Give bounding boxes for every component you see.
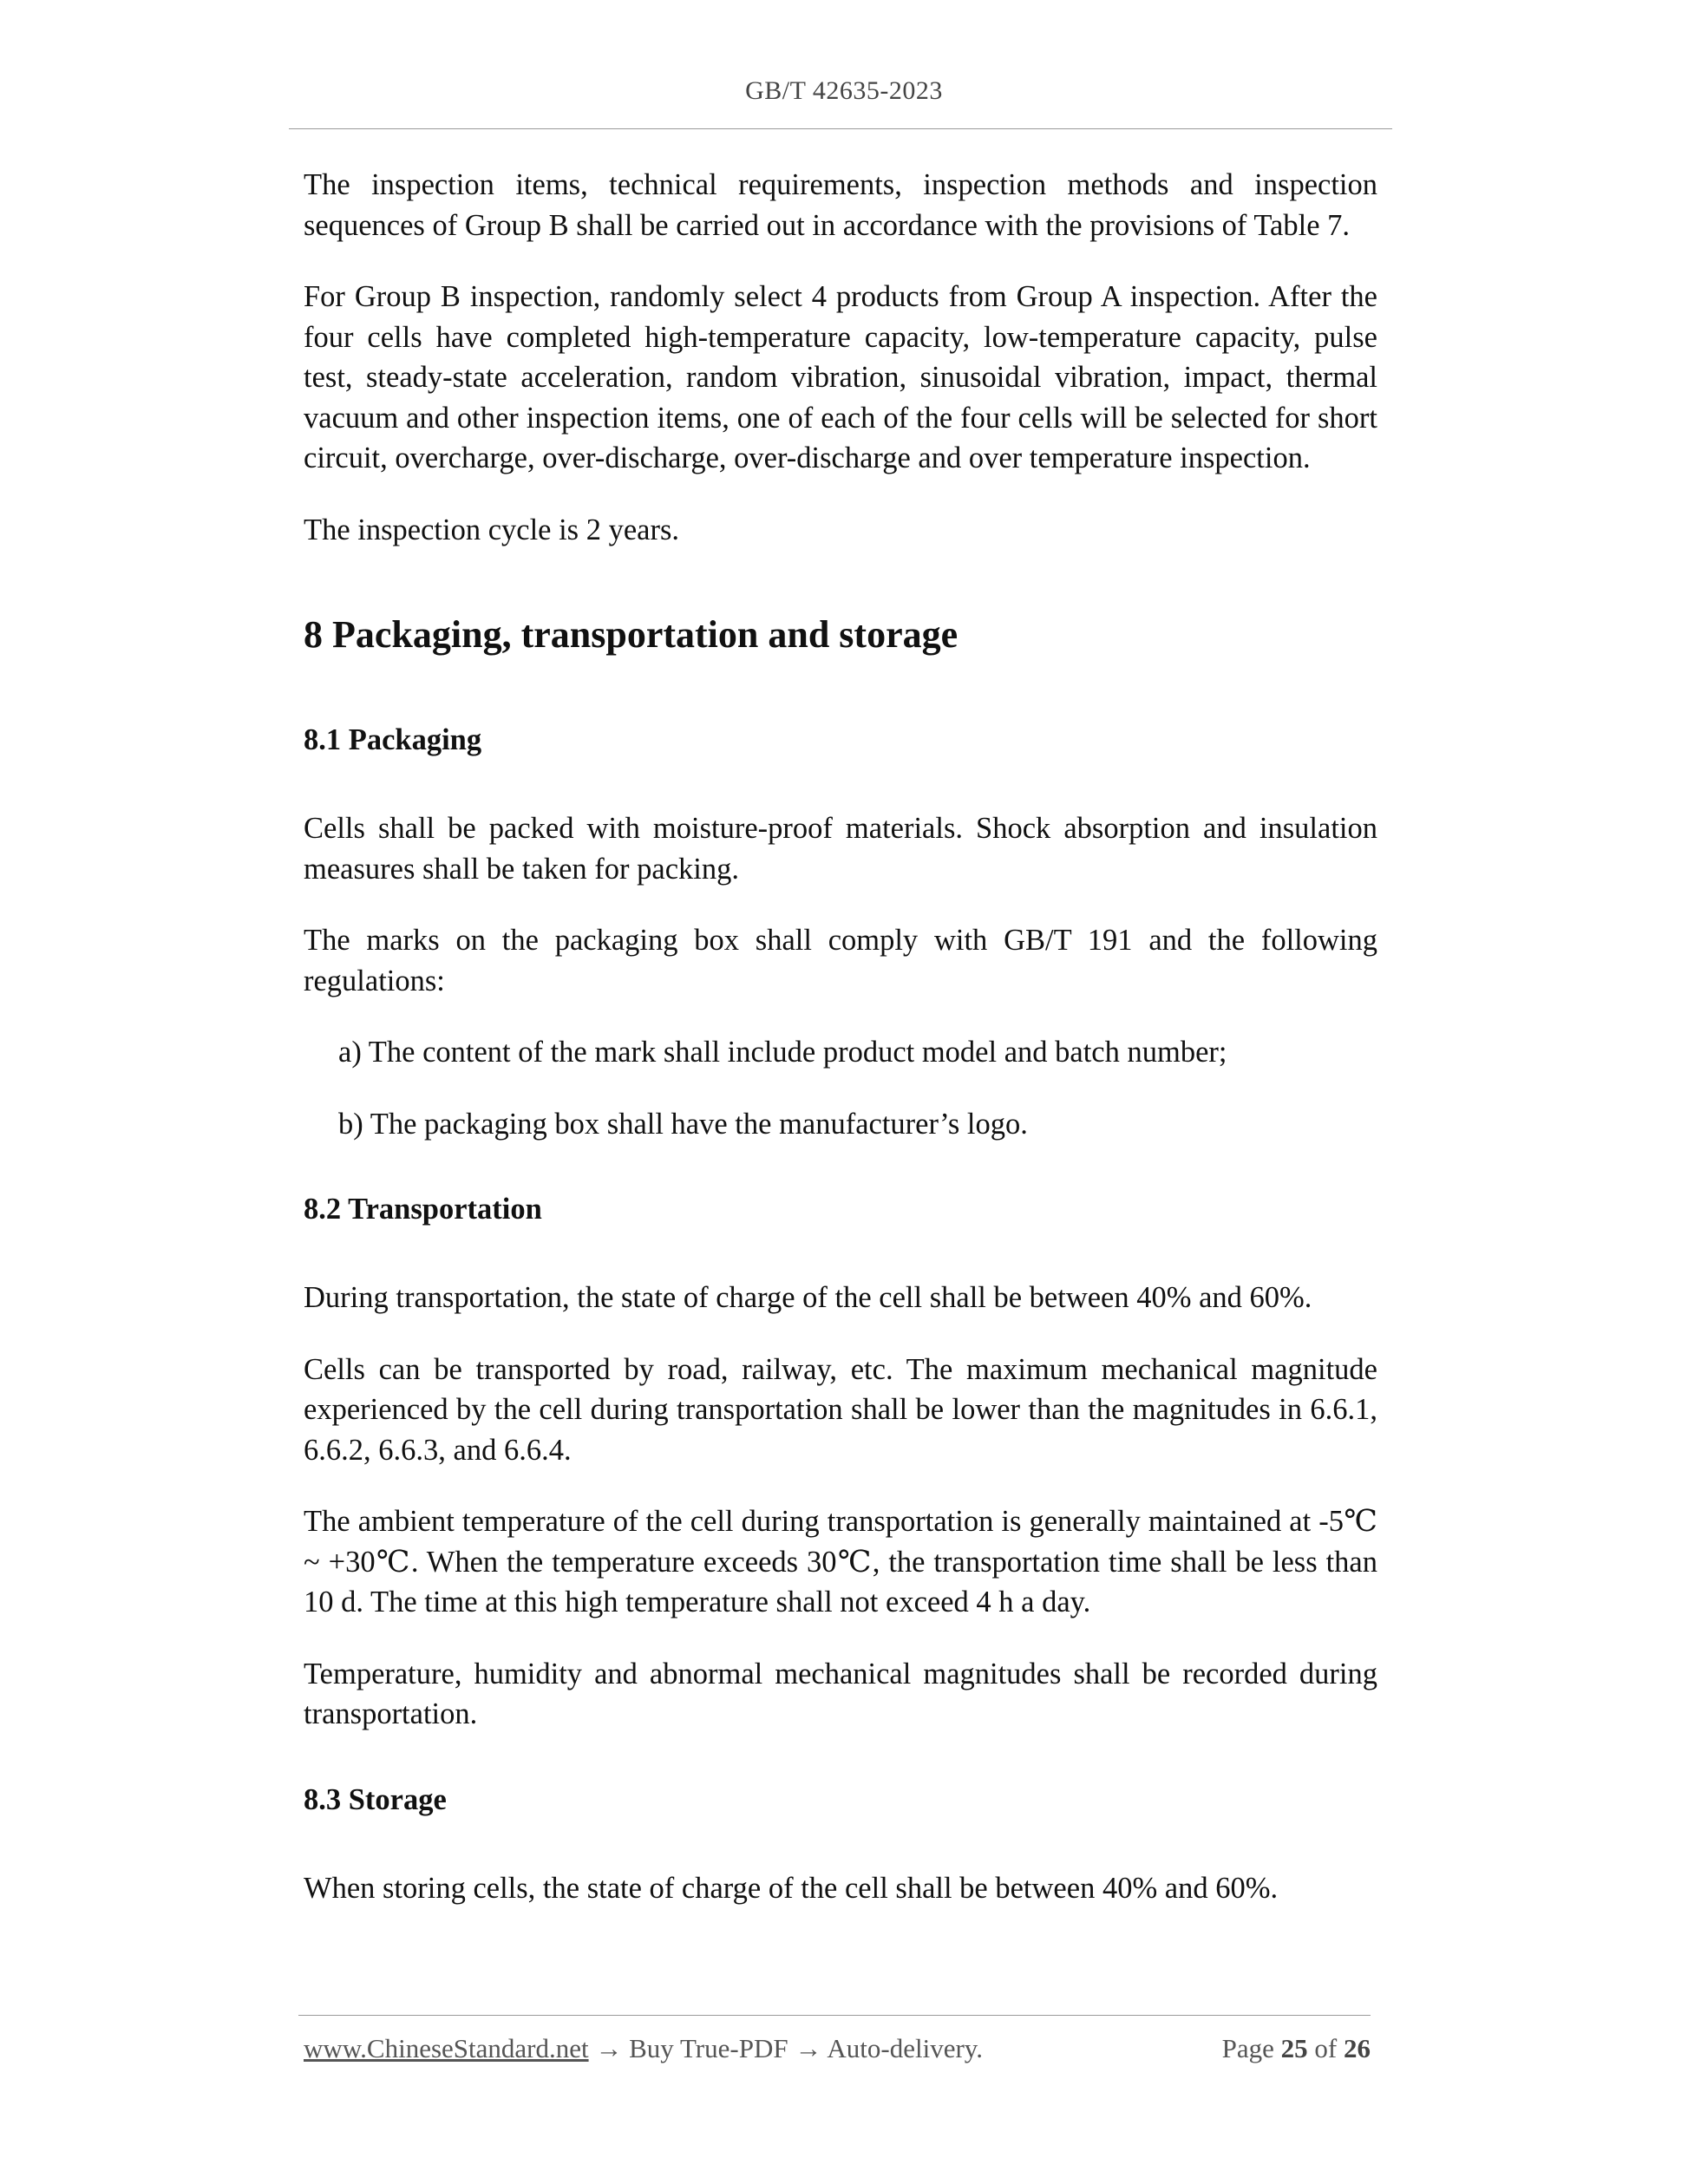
document-body: [304, 165, 1377, 1939]
paragraph-transport-temperature: The ambient temperature of the cell during transportation is generally maintained at -5℃ ~ +30℃. When the temperature exceeds 30℃, the transportation time shall be less than 10 d. The time at this high temperature shall not exceed 4 h a day.: [304, 1505, 1377, 1618]
paragraph-group-b-sampling: For Group B inspection, randomly select 4 products from Group A inspection. After the four cells have completed high-temperature capacity, low-temperature capacity, pulse test, steady-state acceleration, random vibration, sinusoidal vibration, impact, thermal vacuum and other inspection items, one of each of the four cells will be selected for short circuit, overcharge, over-discharge, over-discharge and over temperature inspection.: [304, 280, 1377, 474]
arrow-right-icon: →: [595, 2033, 623, 2063]
paragraph-packaging-materials: Cells shall be packed with moisture-proof materials. Shock absorption and insulation measures shall be taken for packing.: [304, 812, 1377, 886]
paragraph-group-b-provisions: The inspection items, technical requirements, inspection methods and inspection sequences of Group B shall be carried out in accordance with the provisions of Table 7.: [304, 168, 1377, 242]
page-label: Page: [1221, 2033, 1274, 2063]
list-item-a: a) The content of the mark shall include product model and batch number;: [338, 1036, 1227, 1069]
buy-pdf-text: Buy True-PDF: [629, 2033, 788, 2063]
arrow-right-icon: →: [795, 2033, 822, 2063]
section-8-heading: 8 Packaging, transportation and storage: [304, 613, 958, 656]
paragraph-inspection-cycle: The inspection cycle is 2 years.: [304, 513, 680, 546]
header-divider: [289, 128, 1392, 129]
section-8-1-heading: 8.1 Packaging: [304, 723, 482, 756]
page-indicator: [1222, 2033, 1371, 2064]
section-8-2-heading: 8.2 Transportation: [304, 1193, 542, 1226]
paragraph-packaging-marks: The marks on the packaging box shall comply with GB/T 191 and the following regulations:: [304, 924, 1377, 997]
footer-links: [304, 2033, 983, 2064]
page-header-title: GB/T 42635-2023: [745, 76, 943, 105]
list-item-b: b) The packaging box shall have the manufacturer’s logo.: [338, 1107, 1028, 1141]
paragraph-storage-soc: When storing cells, the state of charge of the cell shall be between 40% and 60%.: [304, 1871, 1279, 1905]
paragraph-transport-soc: During transportation, the state of charge of the cell shall be between 40% and 60%.: [304, 1281, 1312, 1314]
section-8-3-heading: 8.3 Storage: [304, 1782, 447, 1816]
auto-delivery-text: Auto-delivery.: [827, 2033, 984, 2063]
of-label: of: [1314, 2033, 1338, 2063]
footer-divider: [298, 2015, 1371, 2016]
website-link[interactable]: www.ChineseStandard.net: [304, 2033, 589, 2063]
current-page-number: 25: [1280, 2033, 1308, 2063]
paragraph-transport-modes: Cells can be transported by road, railway, etc. The maximum mechanical magnitude experienced by the cell during transportation shall be lower than the magnitudes in 6.6.1, 6.6.2, 6.6.3, and 6.6.4.: [304, 1352, 1377, 1467]
total-page-count: 26: [1344, 2033, 1371, 2063]
paragraph-transport-records: Temperature, humidity and abnormal mechanical magnitudes shall be recorded during transportation.: [304, 1657, 1377, 1730]
